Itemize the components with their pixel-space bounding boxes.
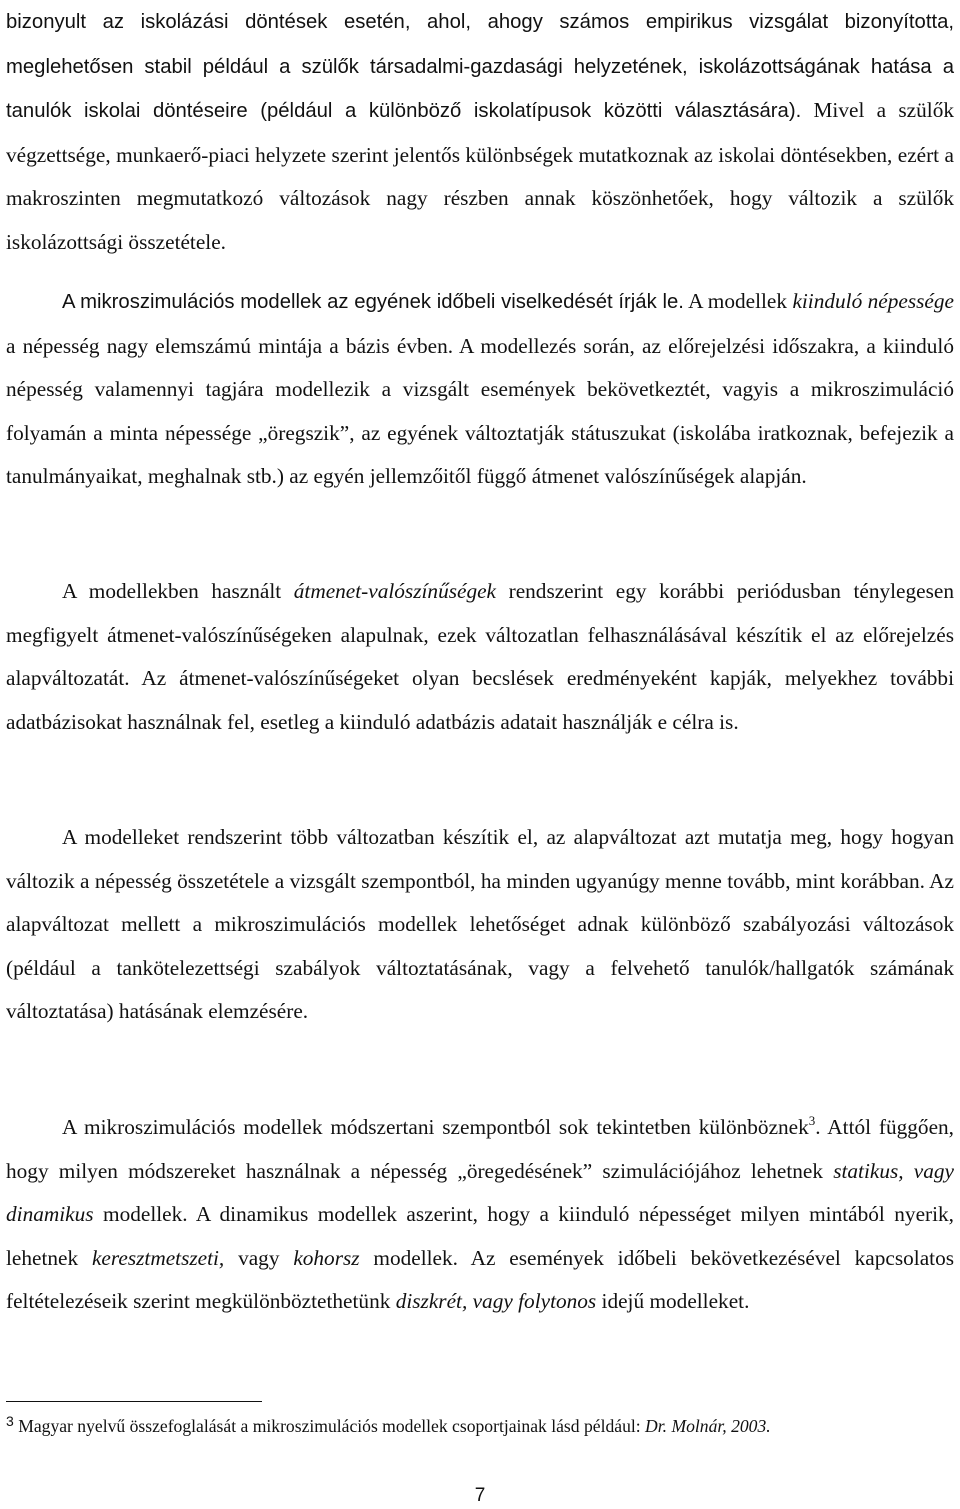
paragraph-5-term-italic-3: kohorsz: [293, 1245, 360, 1270]
paragraph-5-text-b: . Attól függően, hogy milyen módszereket használnak a népesség „öregedésének” szimulációjához lehetnek: [6, 1115, 954, 1183]
paragraph-4: [6, 816, 954, 1034]
footnote-separator: [6, 1401, 262, 1402]
paragraph-3: [6, 570, 954, 744]
footnote-text: Magyar nyelvű összefoglalását a mikroszimulációs modellek csoportjainak lásd például:: [13, 1416, 646, 1436]
paragraph-3-term-italic: átmenet-valószínűségek: [293, 579, 497, 603]
paragraph-1: [6, 0, 954, 265]
paragraph-2-term-italic: kiinduló népessége: [792, 289, 954, 313]
footnote-reference[interactable]: 3: [808, 1113, 816, 1128]
paragraph-5-text-f: idejű modelleket.: [596, 1289, 750, 1314]
paragraph-3-text-a: A modellekben használt: [62, 579, 294, 603]
footnote: [6, 1413, 954, 1439]
paragraph-5-text-d: vagy: [224, 1245, 294, 1270]
paragraph-1-text-sans: bizonyult az iskolázási döntések esetén, ahol, ahogy számos empirikus vizsgálat bizonyította, meglehetősen stabil például a szülők társadalmi-gazdasági helyzetének, iskolázottságának hatása a tanulók iskolai döntéseire (például a különböző iskolatípusok közötti választására).: [6, 11, 954, 123]
paragraph-3-text-b: rendszerint egy korábbi periódusban ténylegesen megfigyelt átmenet-valószínűségeken alapulnak, ezek változatlan felhasználásával készítik el az előrejelzés alapváltozatát. Az átmenet-valószínűségeket olyan becslések eredményeként kapják, melyekhez további adatbázisokat használnak fel, esetleg a kiinduló adatbázis adatait használják e célra is.: [6, 579, 954, 734]
paragraph-2-text-b: a népesség nagy elemszámú mintája a bázis évben. A modellezés során, az előrejelzési időszakra, a kiinduló népesség valamennyi tagjára modellezik a vizsgált események bekövetkeztét, vagyis a mikroszimuláció folyamán a minta népessége „öregszik”, az egyének változtatják státuszukat (iskolába iratkoznak, befejezik a tanulmányaikat, meghalnak stb.) az egyén jellemzőitől függő átmenet valószínűségek alapján.: [6, 333, 954, 489]
paragraph-5-term-italic-4: diszkrét, vagy folytonos: [395, 1289, 597, 1314]
footnote-citation: Dr. Molnár, 2003.: [645, 1416, 771, 1436]
paragraph-5-text-c: modellek. A dinamikus modellek aszerint, hogy a kiinduló népességet milyen mintából nyerik, lehetnek: [6, 1202, 954, 1270]
page-number: 7: [474, 1485, 486, 1506]
paragraph-5-text-e: modellek. Az események időbeli bekövetkezésével kapcsolatos feltételezéseik szerint megkülönböztethetünk: [6, 1245, 955, 1314]
paragraph-4-text: A modelleket rendszerint több változatban készítik el, az alapváltozat azt mutatja meg, hogy hogyan változik a népesség összetétele a vizsgált szempontból, ha minden ugyanúgy menne tovább, mint korábban. Az alapváltozat mellett a mikroszimulációs modellek lehetőséget adnak különböző szabályozási változások (például a tankötelezettségi szabályok változtatásának, vagy a felvehető tanulók/hallgatók számának változtatása) hatásának elemzésére.: [6, 825, 954, 1024]
paragraph-2-text-a: A modellek: [683, 289, 793, 313]
footnote-mark: 3: [6, 1413, 14, 1429]
paragraph-2-lead-sans: A mikroszimulációs modellek az egyének időbeli viselkedését írják le.: [62, 291, 684, 313]
paragraph-2: [6, 280, 954, 499]
paragraph-5: [6, 1106, 954, 1324]
paragraph-1-text: Mivel a szülők végzettsége, munkaerő-piaci helyzete szerint jelentős különbségek mutatkoznak az iskolai döntésekben, ezért a makroszinten megmutatkozó változások nagy részben annak köszönhetőek, hogy változik a szülők iskolázottsági összetétele.: [6, 98, 954, 254]
paragraph-5-text-a: A mikroszimulációs modellek módszertani szempontból sok tekintetben különböznek: [62, 1115, 809, 1139]
paragraph-5-term-italic-1: statikus, vagy dinamikus: [6, 1158, 954, 1227]
paragraph-5-term-italic-2: keresztmetszeti,: [91, 1245, 225, 1270]
